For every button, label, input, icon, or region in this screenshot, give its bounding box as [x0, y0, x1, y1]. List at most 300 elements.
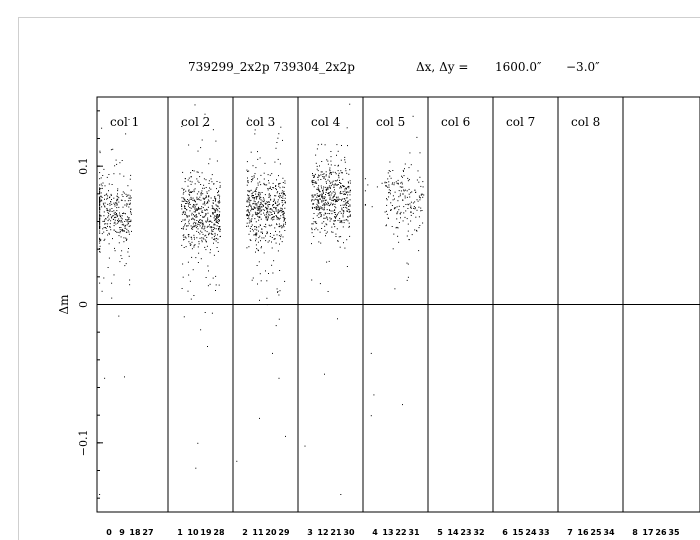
data-point: [274, 216, 275, 217]
data-point: [185, 212, 186, 213]
data-point: [204, 198, 205, 199]
data-point: [260, 184, 261, 185]
x-tick-label: 25: [590, 528, 602, 537]
data-point: [115, 224, 116, 225]
data-point: [249, 205, 250, 206]
data-point: [257, 216, 258, 217]
data-point: [252, 195, 253, 196]
data-point: [279, 193, 280, 194]
data-point: [338, 177, 339, 178]
data-point: [109, 243, 110, 244]
data-point: [255, 203, 256, 204]
data-point: [104, 378, 105, 379]
data-point: [199, 220, 200, 221]
data-point: [190, 204, 191, 205]
data-point: [311, 200, 312, 201]
data-point: [213, 239, 214, 240]
data-point: [315, 174, 316, 175]
data-point: [126, 194, 127, 195]
data-point: [334, 206, 335, 207]
data-point: [259, 261, 260, 262]
data-point: [320, 206, 321, 207]
data-point: [409, 197, 410, 198]
data-point: [281, 193, 282, 194]
data-point: [263, 213, 264, 214]
data-point: [217, 181, 218, 182]
data-point: [313, 236, 314, 237]
data-point: [409, 194, 410, 195]
data-point: [422, 181, 423, 182]
data-point: [257, 202, 258, 203]
data-point: [270, 236, 271, 237]
data-point: [321, 186, 322, 187]
data-point: [280, 208, 281, 209]
data-point: [280, 127, 281, 128]
data-point: [262, 233, 263, 234]
data-point: [212, 207, 213, 208]
data-point: [219, 208, 220, 209]
data-point: [334, 189, 335, 190]
data-point: [182, 264, 183, 265]
data-point: [217, 225, 218, 226]
data-point: [99, 241, 100, 242]
data-point: [420, 186, 421, 187]
data-point: [190, 281, 191, 282]
data-point: [271, 225, 272, 226]
data-point: [343, 207, 344, 208]
data-point: [188, 206, 189, 207]
data-point: [414, 190, 415, 191]
data-point: [344, 248, 345, 249]
data-point: [334, 209, 335, 210]
data-point: [341, 213, 342, 214]
data-point: [252, 214, 253, 215]
data-point: [259, 196, 260, 197]
data-point: [99, 219, 100, 220]
data-point: [205, 230, 206, 231]
data-point: [277, 219, 278, 220]
data-point: [349, 223, 350, 224]
data-point: [320, 232, 321, 233]
data-point: [343, 191, 344, 192]
data-point: [404, 190, 405, 191]
x-tick-label: 11: [252, 528, 264, 537]
data-point: [401, 182, 402, 183]
data-point: [252, 225, 253, 226]
data-point: [198, 207, 199, 208]
data-point: [248, 199, 249, 200]
data-point: [215, 224, 216, 225]
data-point: [103, 278, 104, 279]
data-point: [200, 231, 201, 232]
x-tick-label: 34: [603, 528, 615, 537]
data-point: [332, 182, 333, 183]
data-point: [122, 218, 123, 219]
panel-title: col 1: [110, 115, 140, 129]
data-point: [332, 232, 333, 233]
data-point: [260, 273, 261, 274]
data-point: [208, 195, 209, 196]
data-point: [332, 204, 333, 205]
data-point: [265, 270, 266, 271]
data-point: [246, 170, 247, 171]
data-point: [112, 149, 113, 150]
data-point: [215, 235, 216, 236]
data-point: [329, 176, 330, 177]
data-point: [347, 127, 348, 128]
data-point: [194, 222, 195, 223]
data-point: [407, 197, 408, 198]
data-point: [105, 203, 106, 204]
data-point: [316, 183, 317, 184]
data-point: [257, 205, 258, 206]
data-point: [192, 229, 193, 230]
data-point: [403, 190, 404, 191]
data-point: [217, 192, 218, 193]
data-point: [195, 188, 196, 189]
x-tick-label: 33: [538, 528, 550, 537]
data-point: [390, 202, 391, 203]
data-point: [188, 234, 189, 235]
data-point: [253, 235, 254, 236]
data-point: [274, 162, 275, 163]
data-point: [340, 211, 341, 212]
data-point: [318, 201, 319, 202]
data-point: [204, 188, 205, 189]
data-point: [120, 229, 121, 230]
data-point: [263, 237, 264, 238]
data-point: [284, 220, 285, 221]
data-point: [344, 222, 345, 223]
data-point: [365, 178, 366, 179]
data-point: [193, 235, 194, 236]
data-point: [278, 212, 279, 213]
data-point: [312, 184, 313, 185]
data-point: [202, 228, 203, 229]
data-point: [251, 218, 252, 219]
data-point: [407, 218, 408, 219]
data-point: [99, 209, 100, 210]
data-point: [192, 218, 193, 219]
data-point: [318, 217, 319, 218]
data-point: [101, 128, 102, 129]
data-point: [111, 204, 112, 205]
data-point: [279, 319, 280, 320]
data-point: [367, 184, 368, 185]
data-point: [401, 176, 402, 177]
data-point: [201, 240, 202, 241]
data-point: [334, 196, 335, 197]
data-point: [386, 182, 387, 183]
data-point: [316, 223, 317, 224]
data-point: [195, 257, 196, 258]
data-point: [270, 175, 271, 176]
data-point: [343, 242, 344, 243]
data-point: [208, 163, 209, 164]
data-point: [282, 178, 283, 179]
data-point: [217, 234, 218, 235]
data-point: [347, 202, 348, 203]
data-point: [329, 213, 330, 214]
data-point: [215, 233, 216, 234]
data-point: [333, 211, 334, 212]
data-point: [130, 179, 131, 180]
data-point: [313, 223, 314, 224]
data-point: [101, 196, 102, 197]
data-point: [277, 192, 278, 193]
data-point: [346, 205, 347, 206]
data-point: [397, 183, 398, 184]
panel-title: col 8: [571, 115, 601, 129]
data-point: [218, 242, 219, 243]
data-point: [266, 212, 267, 213]
data-point: [199, 209, 200, 210]
data-point: [312, 208, 313, 209]
data-point: [195, 468, 196, 469]
data-point: [118, 202, 119, 203]
data-point: [256, 199, 257, 200]
data-point: [273, 204, 274, 205]
data-point: [182, 201, 183, 202]
data-point: [269, 240, 270, 241]
data-point: [207, 193, 208, 194]
data-point: [273, 183, 274, 184]
data-point: [335, 204, 336, 205]
data-point: [266, 219, 267, 220]
data-point: [109, 203, 110, 204]
plot-frame: [97, 97, 700, 512]
data-point: [409, 203, 410, 204]
data-point: [418, 201, 419, 202]
data-point: [277, 201, 278, 202]
data-point: [314, 221, 315, 222]
data-point: [263, 183, 264, 184]
data-point: [120, 231, 121, 232]
data-point: [110, 201, 111, 202]
data-point: [191, 176, 192, 177]
data-point: [329, 187, 330, 188]
data-point: [349, 104, 350, 105]
data-point: [109, 258, 110, 259]
data-point: [271, 209, 272, 210]
data-point: [213, 229, 214, 230]
data-point: [182, 288, 183, 289]
data-point: [320, 243, 321, 244]
data-point: [332, 184, 333, 185]
data-point: [247, 223, 248, 224]
data-point: [191, 237, 192, 238]
data-point: [249, 214, 250, 215]
data-point: [188, 191, 189, 192]
data-point: [326, 183, 327, 184]
data-point: [197, 224, 198, 225]
data-point: [409, 167, 410, 168]
data-point: [333, 172, 334, 173]
data-point: [183, 194, 184, 195]
data-point: [405, 196, 406, 197]
data-point: [334, 220, 335, 221]
data-point: [110, 229, 111, 230]
data-point: [217, 220, 218, 221]
data-point: [347, 194, 348, 195]
data-point: [413, 116, 414, 117]
data-point: [274, 227, 275, 228]
data-point: [99, 178, 100, 179]
data-point: [118, 197, 119, 198]
data-point: [266, 214, 267, 215]
data-point: [276, 142, 277, 143]
data-point: [349, 209, 350, 210]
data-point: [191, 208, 192, 209]
data-point: [218, 217, 219, 218]
data-point: [410, 192, 411, 193]
data-point: [206, 214, 207, 215]
data-point: [268, 174, 269, 175]
data-point: [206, 241, 207, 242]
data-point: [371, 415, 372, 416]
data-point: [208, 226, 209, 227]
data-point: [312, 199, 313, 200]
data-point: [337, 318, 338, 319]
data-point: [339, 199, 340, 200]
data-point: [317, 215, 318, 216]
data-point: [203, 207, 204, 208]
data-point: [116, 207, 117, 208]
data-point: [130, 209, 131, 210]
data-point: [249, 218, 250, 219]
data-point: [344, 191, 345, 192]
data-point: [203, 185, 204, 186]
data-point: [399, 222, 400, 223]
data-point: [269, 193, 270, 194]
data-point: [249, 200, 250, 201]
data-point: [273, 201, 274, 202]
data-point: [280, 187, 281, 188]
data-point: [341, 145, 342, 146]
data-point: [248, 217, 249, 218]
data-point: [248, 246, 249, 247]
data-point: [346, 239, 347, 240]
data-point: [278, 250, 279, 251]
data-point: [190, 199, 191, 200]
data-point: [349, 216, 350, 217]
data-point: [283, 192, 284, 193]
data-point: [326, 174, 327, 175]
data-point: [119, 261, 120, 262]
x-tick-label: 14: [447, 528, 459, 537]
data-point: [269, 215, 270, 216]
data-point: [249, 202, 250, 203]
data-point: [414, 206, 415, 207]
data-point: [184, 316, 185, 317]
data-point: [277, 191, 278, 192]
data-point: [315, 199, 316, 200]
data-point: [315, 155, 316, 156]
data-point: [320, 213, 321, 214]
data-point: [265, 204, 266, 205]
data-point: [216, 214, 217, 215]
data-point: [322, 196, 323, 197]
data-point: [261, 237, 262, 238]
data-point: [206, 277, 207, 278]
x-tick-label: 35: [668, 528, 680, 537]
data-point: [323, 189, 324, 190]
data-point: [249, 204, 250, 205]
data-point: [284, 281, 285, 282]
data-point: [248, 209, 249, 210]
data-point: [329, 168, 330, 169]
data-point: [338, 212, 339, 213]
data-point: [260, 240, 261, 241]
data-point: [198, 198, 199, 199]
data-point: [199, 182, 200, 183]
data-point: [188, 221, 189, 222]
data-point: [127, 221, 128, 222]
data-point: [99, 227, 100, 228]
data-point: [326, 181, 327, 182]
data-point: [276, 325, 277, 326]
data-point: [413, 213, 414, 214]
data-point: [254, 198, 255, 199]
data-point: [117, 220, 118, 221]
data-point: [335, 234, 336, 235]
data-point: [388, 181, 389, 182]
data-point: [259, 197, 260, 198]
data-point: [192, 248, 193, 249]
data-point: [331, 156, 332, 157]
data-point: [343, 201, 344, 202]
data-point: [340, 191, 341, 192]
data-point: [348, 206, 349, 207]
data-point: [199, 233, 200, 234]
data-point: [100, 196, 101, 197]
data-point: [217, 247, 218, 248]
data-point: [335, 184, 336, 185]
data-point: [254, 198, 255, 199]
data-point: [99, 251, 100, 252]
data-point: [205, 249, 206, 250]
data-point: [267, 188, 268, 189]
data-point: [181, 204, 182, 205]
data-point: [121, 236, 122, 237]
data-point: [111, 195, 112, 196]
data-point: [204, 216, 205, 217]
data-point: [101, 192, 102, 193]
data-point: [259, 216, 260, 217]
data-point: [259, 212, 260, 213]
data-point: [106, 228, 107, 229]
data-point: [341, 220, 342, 221]
data-point: [217, 195, 218, 196]
data-point: [345, 188, 346, 189]
data-point: [207, 202, 208, 203]
data-point: [347, 266, 348, 267]
data-point: [189, 207, 190, 208]
data-point: [257, 210, 258, 211]
data-point: [253, 209, 254, 210]
data-point: [260, 157, 261, 158]
data-point: [325, 194, 326, 195]
data-point: [331, 174, 332, 175]
data-point: [114, 230, 115, 231]
data-point: [348, 192, 349, 193]
data-point: [389, 189, 390, 190]
data-point: [396, 181, 397, 182]
data-point: [398, 242, 399, 243]
data-point: [189, 189, 190, 190]
data-point: [349, 204, 350, 205]
data-point: [407, 204, 408, 205]
